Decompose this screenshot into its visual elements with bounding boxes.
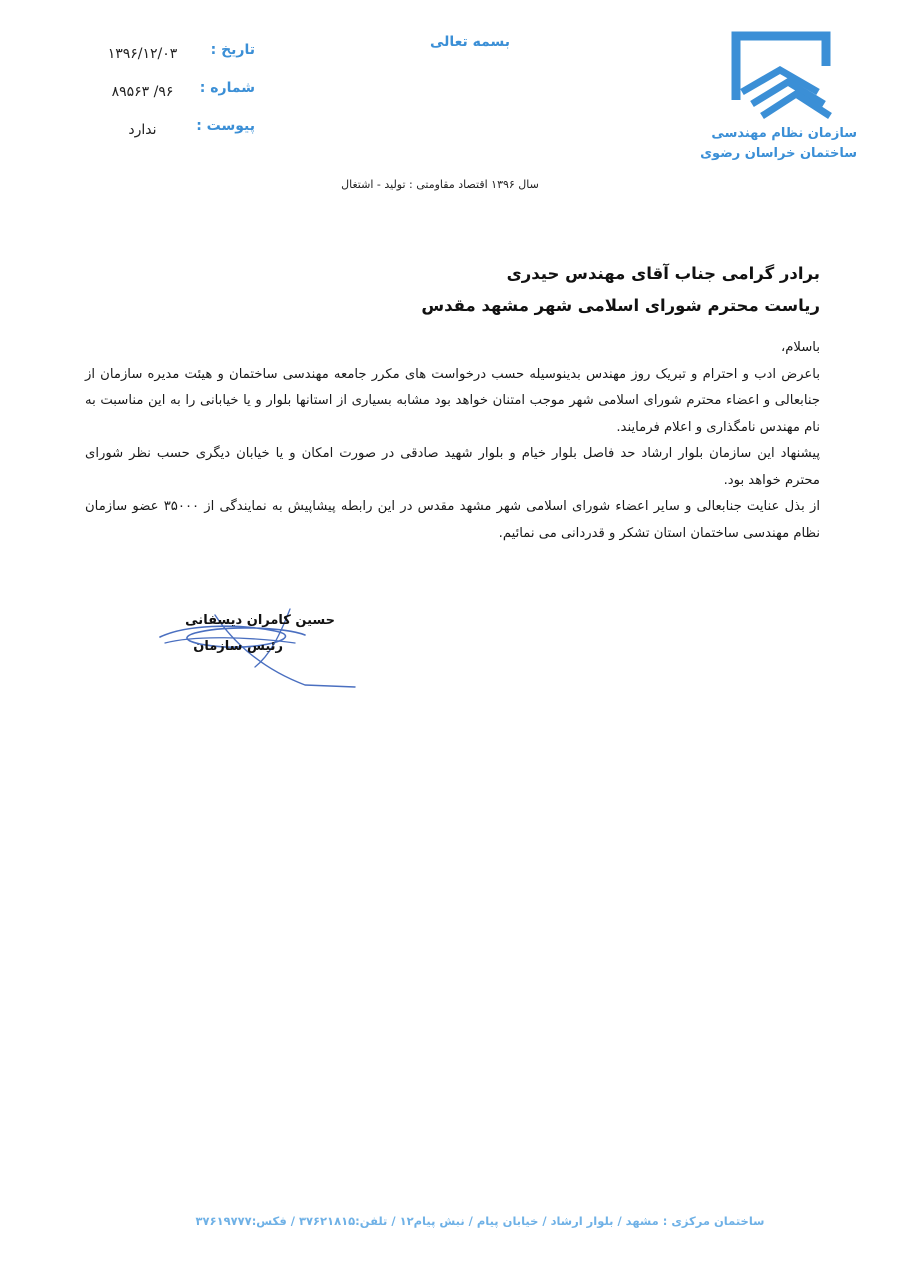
bismillah-heading: بسمه تعالی <box>429 34 511 50</box>
organization-name <box>657 124 857 164</box>
org-name-line2: ساختمان خراسان رضوی <box>700 146 857 161</box>
body-paragraph-2: پیشنهاد این سازمان بلوار ارشاد حد فاصل بلوار خیام و بلوار شهید صادقی در صورت امکان و یا خیابان دیگری حسب نظر شورای محترم خواهد بود. <box>85 446 820 488</box>
date-label: تاریخ : <box>210 42 255 58</box>
recipient-block <box>320 258 820 322</box>
meta-date-row <box>90 42 255 80</box>
letter-meta <box>90 42 255 156</box>
year-slogan: سال ۱۳۹۶ اقتصاد مقاومتی : تولید - اشتغال <box>341 178 539 191</box>
signatory-name: حسین کامران دیسفانی <box>185 613 335 628</box>
body-paragraph-1: باعرض ادب و احترام و تبریک روز مهندس بدینوسیله حسب درخواست های مکرر جامعه مهندسی ساختمان و هیئت مدیره سازمان از جنابعالی و اعضاء محترم شورای اسلامی شهر موجب امتنان خواهد بود مشابه بسیاری از استانها بلوار و یا خیابانی را به این مناسبت به نام مهندس نامگذاری و اعلام فرمایند. <box>85 366 820 435</box>
recipient-line1: برادر گرامی جناب آقای مهندس حیدری <box>506 264 820 283</box>
meta-attachment-row <box>90 118 255 156</box>
recipient-line2: ریاست محترم شورای اسلامی شهر مشهد مقدس <box>421 296 820 315</box>
attachment-value: ندارد <box>128 122 157 138</box>
number-value: ۹۶/ ۸۹۵۶۳ <box>111 84 174 100</box>
letter-body <box>85 335 820 547</box>
organization-logo-icon <box>722 30 840 122</box>
attachment-label: پیوست : <box>196 118 255 134</box>
org-name-line1: سازمان نظام مهندسی <box>711 126 857 141</box>
footer-address: ساختمان مرکزی : مشهد / بلوار ارشاد / خیابان پیام / نبش پیام۱۲ / تلفن:۳۷۶۲۱۸۱۵ / فکس:۳۷۶۱۹۷۷۷ <box>195 1214 765 1228</box>
signature-block <box>155 605 365 755</box>
greeting: باسلام، <box>780 340 820 355</box>
signatory-title: رئیس سازمان <box>193 639 283 654</box>
body-paragraph-3: از بذل عنایت جنابعالی و سایر اعضاء شورای اسلامی شهر مشهد مقدس در این رابطه پیشاپیش به نمایندگی از ۳۵۰۰۰ عضو سازمان نظام مهندسی ساختمان استان تشکر و قدردانی می نمائیم. <box>85 499 820 541</box>
meta-number-row <box>90 80 255 118</box>
date-value: ۱۳۹۶/۱۲/۰۳ <box>107 46 178 62</box>
number-label: شماره : <box>199 80 255 96</box>
